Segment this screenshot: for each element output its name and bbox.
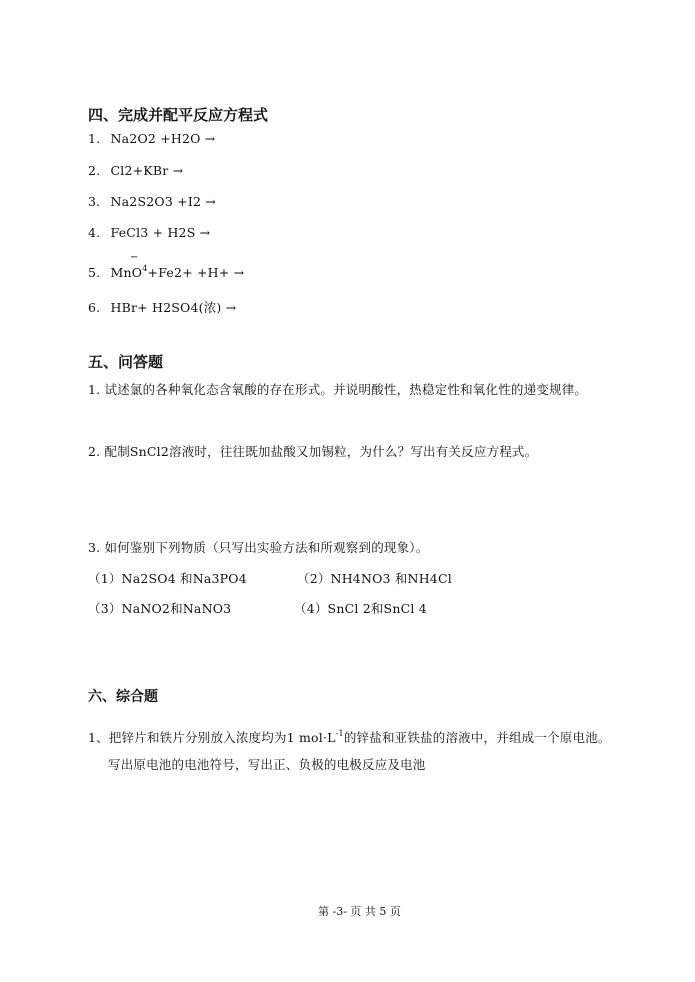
page-footer: 第 -3- 页 共 5 页 <box>318 905 401 918</box>
equation-number: 6. <box>88 300 101 315</box>
equation-text-a: MnO <box>110 265 143 281</box>
line-1-text-b: 的锌盐和亚铁盐的溶液中，并组成一个原电池。 <box>343 730 611 745</box>
equation-5 <box>88 265 244 280</box>
equation-number: 3. <box>88 194 101 209</box>
equation-3 <box>88 194 216 209</box>
composite-question-line-2: 写出原电池的电池符号，写出正、负极的电极反应及电池 <box>108 757 426 772</box>
equation-number: 5. <box>88 265 101 281</box>
equation-2 <box>88 163 183 178</box>
equation-text: Cl2+KBr → <box>110 163 184 178</box>
question-1: 1. 试述氯的各种氧化态含氧酸的存在形式。并说明酸性，热稳定性和氧化性的递变规律。 <box>88 382 588 397</box>
equation-6 <box>88 298 236 316</box>
permanganate-charge-bar: − <box>130 252 139 263</box>
equation-number: 2. <box>88 163 101 178</box>
equation-text: FeCl3 + H2S → <box>110 225 211 240</box>
subscript-4: 4 <box>142 264 148 273</box>
question-2: 2. 配制SnCl2溶液时，往往既加盐酸又加锡粒，为什么？写出有关反应方程式。 <box>88 444 538 459</box>
equation-text: Na2O2 +H2O → <box>110 131 216 146</box>
equation-4 <box>88 225 210 240</box>
pair-4: （4）SnCl 2和SnCl 4 <box>294 601 427 616</box>
question-3: 3. 如何鉴别下列物质（只写出实验方法和所观察到的现象）。 <box>88 540 429 555</box>
equation-1 <box>88 131 215 146</box>
section-5-title: 五、问答题 <box>88 353 164 371</box>
pair-2: （2）NH4NO3 和NH4Cl <box>297 571 452 586</box>
equation-text-b: +Fe2+ +H+ → <box>147 265 245 281</box>
line-1-text-a: 1、把锌片和铁片分别放入浓度均为1 mol·L <box>88 730 336 745</box>
equation-number: 1. <box>88 131 101 146</box>
unit-exponent: -1 <box>335 728 344 738</box>
pair-1: （1）Na2SO4 和Na3PO4 <box>88 571 247 586</box>
composite-question-line-1 <box>88 728 611 746</box>
equation-number: 4. <box>88 225 101 240</box>
equation-text: Na2S2O3 +I2 → <box>110 194 216 209</box>
section-6-title: 六、综合题 <box>88 689 158 705</box>
section-4-title: 四、完成并配平反应方程式 <box>88 106 269 124</box>
equation-text: HBr+ H2SO4(浓) → <box>110 300 237 315</box>
pair-3: （3）NaNO2和NaNO3 <box>88 601 232 616</box>
